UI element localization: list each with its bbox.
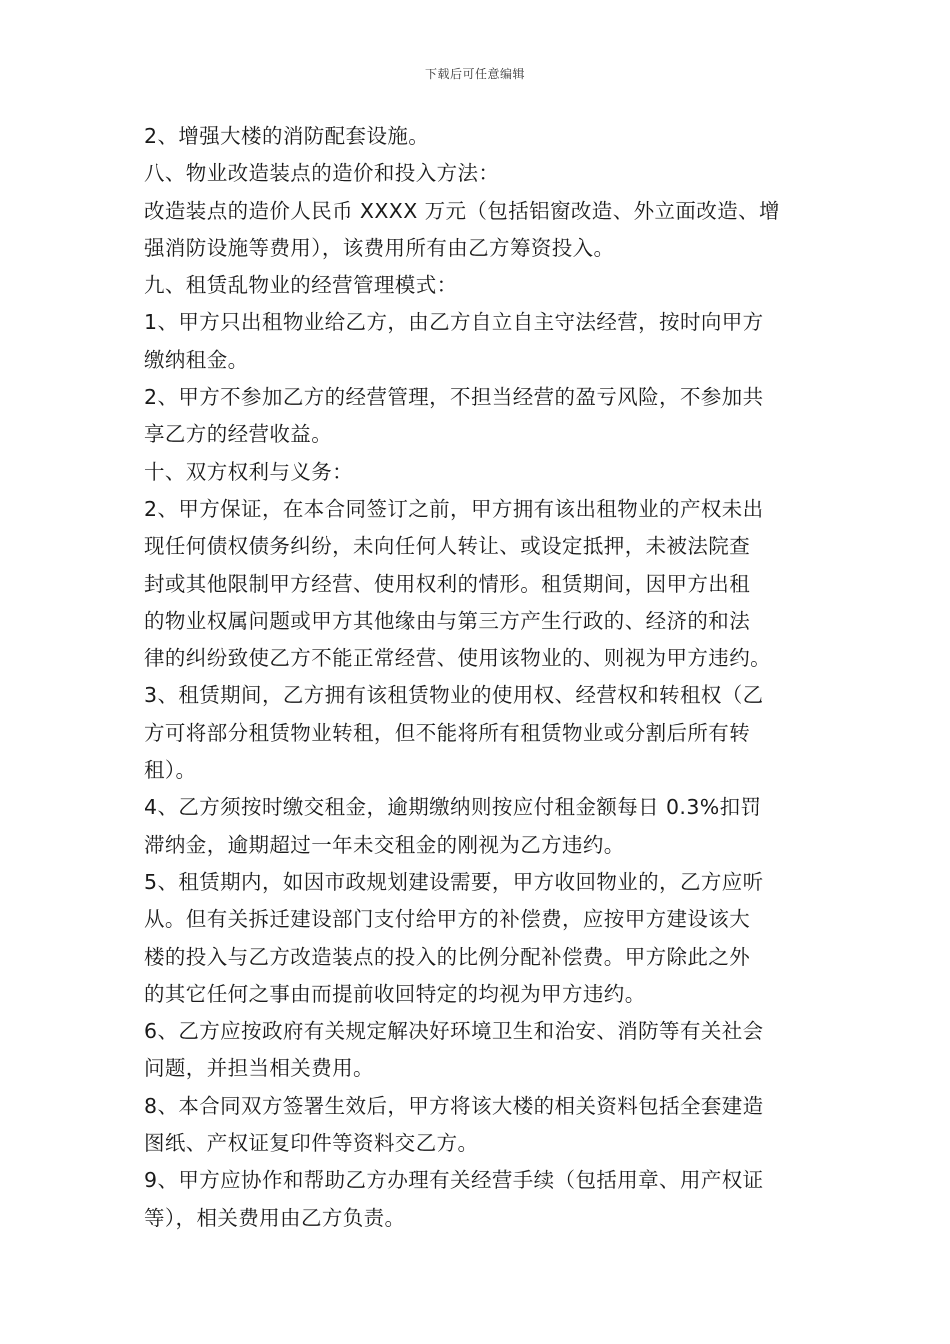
text-line: 2、甲方不参加乙方的经营管理，不担当经营的盈亏风险，不参加共 (144, 385, 764, 410)
text-line: 从。但有关拆迁建设部门支付给甲方的补偿费，应按甲方建设该大 (144, 907, 751, 932)
text-line: 缴纳租金。 (144, 347, 249, 372)
text-line: 楼的投入与乙方改造装点的投入的比例分配补偿费。甲方除此之外 (144, 944, 751, 969)
text-line: 的其它任何之事由而提前收回特定的均视为甲方违约。 (144, 981, 646, 1006)
text-line: 律的纠纷致使乙方不能正常经营、使用该物业的、则视为甲方违约。 (144, 646, 771, 671)
text-line: 3、租赁期间，乙方拥有该租赁物业的使用权、经营权和转租权（乙 (144, 683, 764, 708)
text-line: 封或其他限制甲方经营、使用权利的情形。租赁期间，因甲方出租 (144, 571, 751, 596)
text-line: 9、甲方应协作和帮助乙方办理有关经营手续（包括用章、用产权证 (144, 1168, 764, 1193)
text-line: 的物业权属问题或甲方其他缘由与第三方产生行政的、经济的和法 (144, 608, 751, 633)
text-line: 1、甲方只出租物业给乙方，由乙方自立自主守法经营，按时向甲方 (144, 310, 764, 335)
page-header: 下载后可任意编辑 (424, 67, 525, 81)
section-heading: 十、双方权利与义务： (144, 459, 353, 484)
text-line: 2、增强大楼的消防配套设施。 (144, 124, 430, 148)
text-line: 6、乙方应按政府有关规定解决好环境卫生和治安、消防等有关社会 (144, 1019, 764, 1044)
section-heading: 九、租赁乱物业的经营管理模式： (144, 273, 458, 298)
text-line: 4、乙方须按时缴交租金，逾期缴纳则按应付租金额每日 0.3%扣罚 (144, 795, 762, 820)
text-line: 图纸、产权证复印件等资料交乙方。 (144, 1131, 479, 1156)
text-line: 改造装点的造价人民币 XXXX 万元（包括铝窗改造、外立面改造、增 (144, 198, 780, 223)
text-line: 滞纳金，逾期超过一年未交租金的刚视为乙方违约。 (144, 832, 625, 857)
text-line: 8、本合同双方签署生效后，甲方将该大楼的相关资料包括全套建造 (144, 1093, 764, 1118)
text-line: 现任何债权债务纠纷，未向任何人转让、或设定抵押，未被法院查 (144, 534, 751, 559)
text-line: 问题，并担当相关费用。 (144, 1056, 374, 1081)
section-heading: 八、物业改造装点的造价和投入方法： (144, 161, 500, 186)
text-line: 2、甲方保证，在本合同签订之前，甲方拥有该出租物业的产权未出 (144, 496, 764, 521)
text-line: 方可将部分租赁物业转租，但不能将所有租赁物业或分割后所有转 (144, 720, 751, 745)
text-line: 租）。 (144, 758, 197, 783)
document-body (144, 118, 808, 1237)
text-line: 等），相关费用由乙方负责。 (144, 1205, 406, 1230)
text-line: 享乙方的经营收益。 (144, 422, 333, 447)
text-line: 强消防设施等费用），该费用所有由乙方筹资投入。 (144, 235, 615, 260)
text-line: 5、租赁期内，如因市政规划建设需要，甲方收回物业的，乙方应听 (144, 869, 764, 894)
